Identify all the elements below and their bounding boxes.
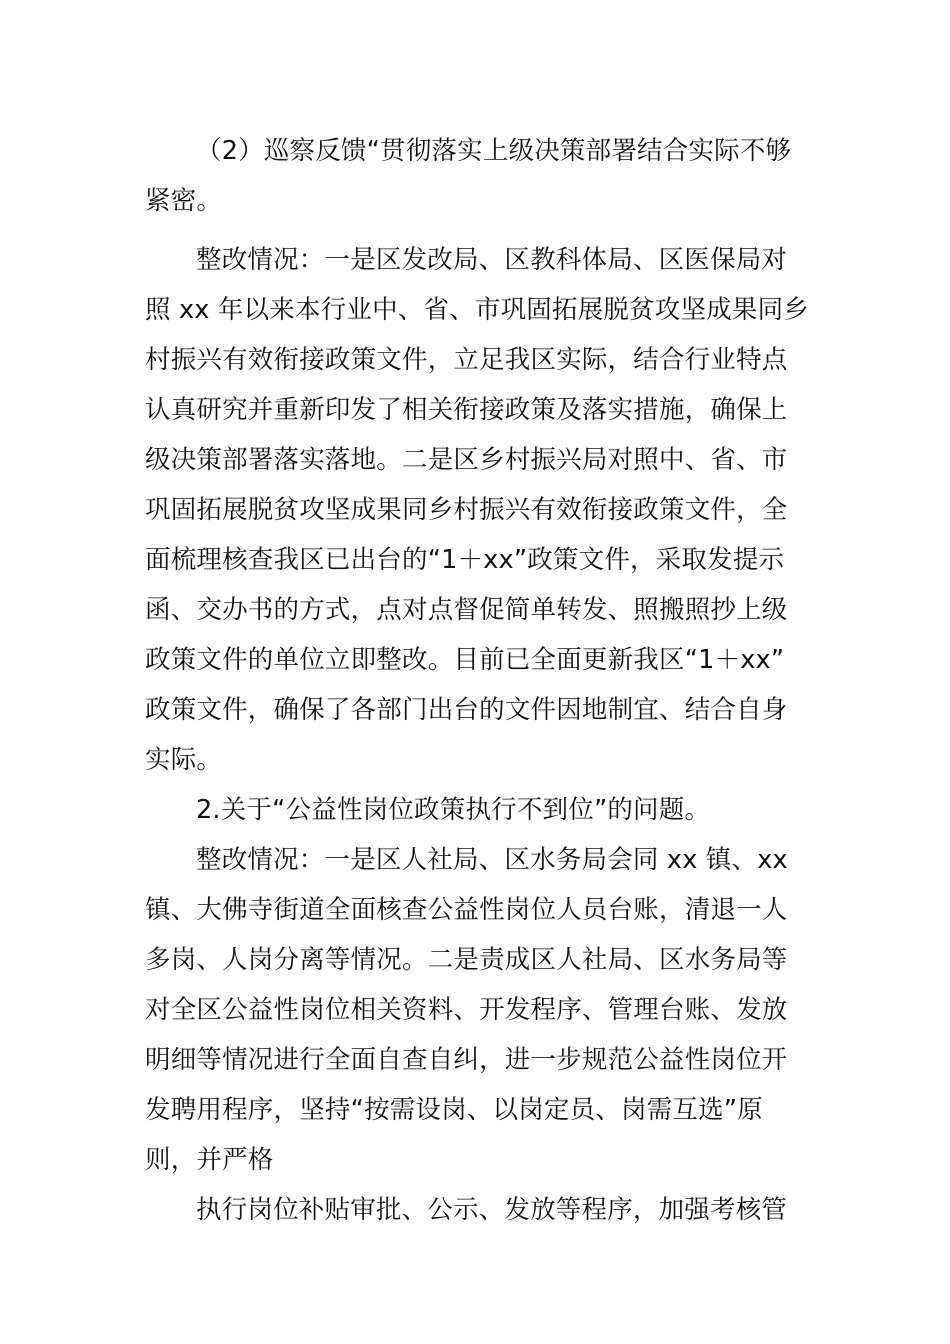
text-line: 面梳理核查我区已出台的“1＋xx”政策文件，采取发提示	[145, 545, 785, 575]
text-line: 多岗、人岗分离等情况。二是责成区人社局、区水务局等	[145, 945, 788, 975]
text-line: 整改情况：一是区人社局、区水务局会同 xx 镇、xx	[196, 845, 788, 875]
document-body	[145, 126, 809, 1235]
text-line: 对全区公益性岗位相关资料、开发程序、管理台账、发放	[145, 995, 788, 1025]
paragraph-continuation	[145, 1185, 809, 1235]
text-line: 照 xx 年以来本行业中、省、市巩固拓展脱贫攻坚成果同乡	[145, 295, 809, 325]
text-line: 紧密。	[145, 186, 223, 216]
text-line: 整改情况：一是区发改局、区教科体局、区医保局对	[196, 245, 788, 275]
text-line: （2）巡察反馈“贯彻落实上级决策部署结合实际不够	[196, 136, 792, 166]
text-line: 发聘用程序，坚持“按需设岗、以岗定员、岗需互选”原	[145, 1095, 763, 1125]
text-line: 函、交办书的方式，点对点督促简单转发、照搬照抄上级	[145, 595, 788, 625]
text-line: 镇、大佛寺街道全面核查公益性岗位人员台账，清退一人	[145, 895, 788, 925]
paragraph-inspection-feedback	[145, 126, 809, 226]
text-line: 2.关于“公益性岗位政策执行不到位”的问题。	[196, 795, 711, 825]
text-line: 认真研究并重新印发了相关衔接政策及落实措施，确保上	[145, 395, 788, 425]
paragraph-rectification-1	[145, 235, 809, 785]
text-line: 村振兴有效衔接政策文件，立足我区实际，结合行业特点	[145, 345, 788, 375]
text-line: 级决策部署落实落地。二是区乡村振兴局对照中、省、市	[145, 445, 788, 475]
paragraph-rectification-2	[145, 835, 809, 1185]
text-line: 执行岗位补贴审批、公示、发放等程序，加强考核管	[196, 1195, 788, 1225]
text-line: 则，并严格	[145, 1145, 274, 1175]
text-line: 明细等情况进行全面自查自纠，进一步规范公益性岗位开	[145, 1045, 788, 1075]
text-line: 政策文件，确保了各部门出台的文件因地制宜、结合自身	[145, 695, 788, 725]
text-line: 政策文件的单位立即整改。目前已全面更新我区“1＋xx”	[145, 645, 785, 675]
text-line: 实际。	[145, 745, 223, 775]
section-heading-public-welfare-posts	[145, 785, 809, 835]
text-line: 巩固拓展脱贫攻坚成果同乡村振兴有效衔接政策文件，全	[145, 495, 788, 525]
